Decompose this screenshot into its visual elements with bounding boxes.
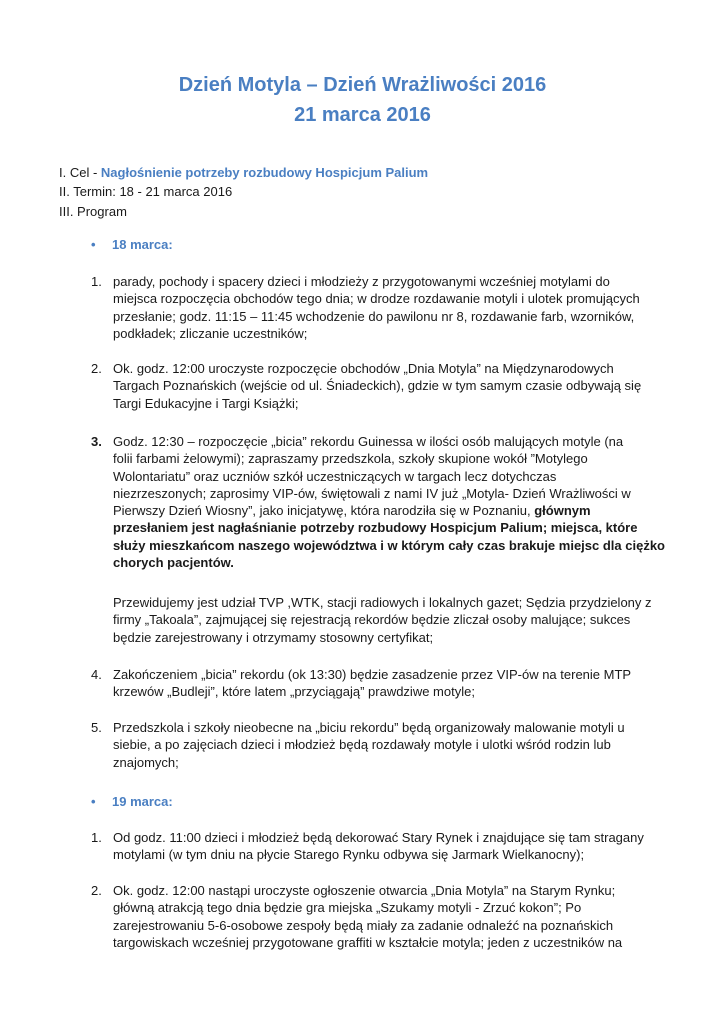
day2-item-2: [91, 882, 671, 951]
item-line: folii farbami żelowymi); zapraszamy przedszkola, szkoły skupione wokół ”Motylego: [113, 451, 588, 467]
cel-value: Nagłośnienie potrzeby rozbudowy Hospicjum Palium: [100, 165, 429, 180]
item-line: Godz. 12:30 – rozpoczęcie „bicia” rekordu Guinessa w ilości osób malujących motyle (na: [113, 434, 624, 449]
day1-item-1: [91, 273, 671, 342]
item-line: przesłanie; godz. 11:15 – 11:45 wchodzenie do pawilonu nr 8, rozdawanie farb, wzorników,: [113, 308, 635, 324]
item-line: podkładek; zliczanie uczestników;: [113, 325, 308, 341]
item-line: główną atrakcją tego dnia będzie gra miejska „Szukamy motyli - Zrzuć kokon”; Po: [113, 900, 582, 916]
para-line: Przewidujemy jest udział TVP ,WTK, stacji radiowych i lokalnych gazet; Sędzia przydzielony z: [113, 595, 652, 610]
day1-heading: [91, 236, 173, 253]
para-line: będzie zarejestrowany i otrzymamy stosowny certyfikat;: [113, 629, 434, 645]
para-line: firmy „Takoala”, zajmującej się rejestracją rekordów będzie zliczał osoby malujące; sukces: [113, 612, 631, 628]
item-number: 1.: [91, 274, 102, 289]
day1-item-2: [91, 360, 671, 412]
item-line: [113, 502, 671, 519]
day2-item-1: [91, 829, 671, 864]
item-line: Przedszkola i szkoły nieobecne na „biciu rekordu” będą organizowały malowanie motyli u: [113, 720, 625, 735]
day1-item-5: [91, 719, 671, 771]
item-line: motylami (w tym dniu na płycie Starego Rynku odbywa się Jarmark Wielkanocny);: [113, 847, 585, 863]
item-line: zarejestrowaniu 5-6-osobowe zespoły będą miały za zadanie odnaleźć na poznańskich: [113, 917, 614, 933]
item-line: znajomych;: [113, 754, 179, 770]
item-number: 1.: [91, 830, 102, 845]
item-line: Od godz. 11:00 dzieci i młodzież będą dekorować Stary Rynek i znajdujące się tam stragany: [113, 830, 644, 845]
day2-heading: [91, 793, 173, 810]
cel-label: I. Cel -: [59, 165, 101, 180]
item-number: 2.: [91, 361, 102, 376]
day1-item-4: [91, 666, 671, 701]
day1-item-3: [91, 433, 671, 571]
bullet-icon: •: [91, 794, 96, 809]
item-line: Ok. godz. 12:00 nastąpi uroczyste ogłoszenie otwarcia „Dnia Motyla” na Starym Rynku;: [113, 883, 616, 898]
item-line: Targach Poznańskich (wejście od ul. Śniadeckich), gdzie w tym samym czasie odbywają się: [113, 378, 642, 394]
day1-label: 18 marca:: [112, 237, 173, 252]
bullet-icon: •: [91, 237, 96, 252]
item-line: targowiskach wcześniej przygotowane graffiti w kształcie motyla; jeden z uczestników na: [113, 934, 623, 950]
item-number: 3.: [91, 434, 102, 449]
item-line: Wolontariatu” oraz uczniów szkół uczestniczących w targach lecz dotychczas: [113, 468, 557, 484]
item-line: niezrzeszonych; zaprosimy VIP-ów, świętowali z nami IV już „Motyla- Dzień Wrażliwości w: [113, 485, 631, 501]
item-line: parady, pochody i spacery dzieci i młodzieży z przygotowanymi wcześniej motylami do: [113, 274, 610, 289]
item-line-text: Pierwszy Dzień Wiosny”, jako inicjatywę, która narodziła się w Poznaniu,: [113, 503, 535, 519]
bold-text: głównym: [534, 503, 591, 519]
item-number: 2.: [91, 883, 102, 898]
day2-label: 19 marca:: [112, 794, 173, 809]
item-line: Ok. godz. 12:00 uroczyste rozpoczęcie obchodów „Dnia Motyla” na Międzynarodowych: [113, 361, 614, 376]
item-line: krzewów „Budleji”, które latem „przyciągają” prawdziwe motyle;: [113, 684, 475, 700]
item-line: Zakończeniem „bicia” rekordu (ok 13:30) będzie zasadzenie przez VIP-ów na terenie MTP: [113, 667, 632, 682]
cel-line: [59, 164, 679, 183]
document-date-title: 21 marca 2016: [294, 104, 431, 126]
item-line: Targi Edukacyjne i Targi Książki;: [113, 395, 299, 411]
intro-section: [59, 164, 679, 222]
document-title: Dzień Motyla – Dzień Wrażliwości 2016: [178, 74, 547, 96]
item-number: 4.: [91, 667, 102, 682]
bold-line: przesłaniem jest nagłaśnianie potrzeby rozbudowy Hospicjum Palium; miejsca, które: [113, 520, 638, 536]
bold-line: chorych pacjentów.: [113, 555, 234, 571]
termin-line: II. Termin: 18 - 21 marca 2016: [59, 184, 233, 200]
bold-line: służy mieszkańcom naszego województwa i w którym cały czas brakuje miejsc dla ciężko: [113, 537, 665, 553]
media-paragraph: [113, 594, 671, 646]
program-heading: III. Program: [59, 203, 127, 219]
item-number: 5.: [91, 720, 102, 735]
item-line: miejsca rozpoczęcia obchodów tego dnia; w drodze rozdawanie motyli i ulotek promujących: [113, 291, 640, 307]
item-line: siebie, a po zajęciach dzieci i młodzież będą rozdawały motyle i ulotki wśród rodzin lub: [113, 737, 611, 753]
